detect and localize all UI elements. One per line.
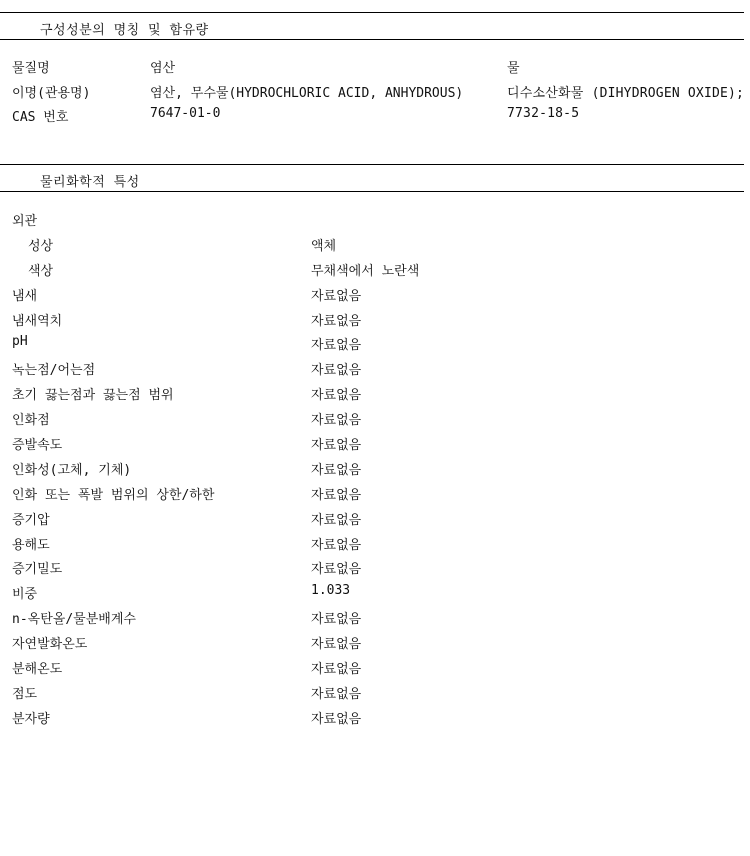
property-label: 초기 끓는점과 끓는점 범위: [12, 388, 174, 404]
composition-section-title: 구성성분의 명칭 및 함유량: [40, 23, 209, 38]
property-value: 자료없음: [311, 686, 362, 702]
properties-section-title: 물리화학적 특성: [40, 175, 140, 190]
composition-label: 이명(관용명): [12, 86, 91, 101]
section-title-underline: [0, 39, 744, 40]
property-label: 용해도: [12, 537, 50, 553]
property-label: 분해온도: [12, 662, 63, 678]
property-value: 1.033: [311, 583, 351, 599]
property-value: 자료없음: [311, 612, 362, 628]
section-top-rule: [0, 164, 744, 165]
property-value: 무채색에서 노란색: [311, 263, 420, 279]
property-label: 분자량: [12, 711, 50, 727]
composition-row-synonym: [0, 82, 750, 100]
property-row-boiling-point: [0, 384, 750, 409]
property-row-decomposition-temperature: [0, 658, 750, 683]
property-label: 인화성(고체, 기체): [12, 462, 132, 478]
composition-value-water: 7732-18-5: [507, 106, 580, 121]
property-value: 자료없음: [311, 662, 362, 678]
property-label: 외관: [12, 214, 38, 229]
property-label: 점도: [12, 686, 38, 702]
property-row-odor-threshold: [0, 310, 750, 335]
property-label: 성상: [28, 238, 54, 254]
property-row-vapor-pressure: [0, 509, 750, 534]
property-value: 자료없음: [311, 438, 362, 454]
property-value: 자료없음: [311, 512, 362, 528]
property-row-flammability: [0, 459, 750, 484]
property-value: 자료없음: [311, 388, 362, 404]
composition-value-water: 디수소산화물 (DIHYDROGEN OXIDE);: [507, 86, 745, 101]
property-value: 자료없음: [311, 711, 362, 727]
property-label: 인화 또는 폭발 범위의 상한/하한: [12, 487, 215, 503]
composition-value-hcl: 염산, 무수물(HYDROCHLORIC ACID, ANHYDROUS): [150, 86, 464, 101]
composition-value-hcl: 염산: [150, 61, 176, 76]
property-row-evaporation-rate: [0, 434, 750, 459]
property-row-partition-coefficient: [0, 608, 750, 633]
property-row-solubility: [0, 534, 750, 559]
property-value: 자료없음: [311, 537, 362, 553]
property-row-molecular-weight: [0, 708, 750, 733]
property-label: pH: [12, 334, 28, 350]
property-value: 자료없음: [311, 637, 362, 653]
property-value: 자료없음: [311, 313, 362, 329]
composition-label: 물질명: [12, 61, 50, 76]
property-label: 색상: [28, 263, 54, 279]
property-label: 녹는점/어는점: [12, 363, 96, 379]
property-value: 자료없음: [311, 363, 362, 379]
property-label: n-옥탄올/물분배계수: [12, 612, 136, 628]
composition-row-cas-number: [0, 106, 750, 124]
properties-list: [0, 210, 750, 733]
property-value: 자료없음: [311, 562, 362, 578]
property-row-flash-point: [0, 409, 750, 434]
property-row-vapor-density: [0, 558, 750, 583]
property-row-explosive-limits: [0, 484, 750, 509]
property-row-specific-gravity: [0, 583, 750, 608]
property-value: 자료없음: [311, 487, 362, 503]
property-label: 자연발화온도: [12, 637, 88, 653]
composition-row-substance-name: [0, 57, 750, 75]
property-row-color: [0, 260, 750, 285]
property-value: 자료없음: [311, 288, 362, 304]
property-row-odor: [0, 285, 750, 310]
property-value: 자료없음: [311, 338, 362, 354]
property-label: 증기밀도: [12, 562, 63, 578]
property-label: 비중: [12, 587, 38, 603]
property-label: 인화점: [12, 413, 50, 429]
property-row-form: [0, 235, 750, 260]
section-top-rule: [0, 12, 744, 13]
composition-value-hcl: 7647-01-0: [150, 106, 221, 121]
property-label: 냄새: [12, 288, 38, 304]
property-value: 자료없음: [311, 413, 362, 429]
property-value: 액체: [311, 238, 337, 254]
property-row-viscosity: [0, 683, 750, 708]
property-value: 자료없음: [311, 462, 362, 478]
property-label: 증발속도: [12, 438, 63, 454]
property-label: 냄새역치: [12, 313, 63, 329]
property-row-autoignition-temperature: [0, 633, 750, 658]
property-row-appearance: [0, 210, 750, 235]
composition-value-water: 물: [507, 61, 520, 76]
property-row-melting-point: [0, 359, 750, 384]
composition-label: CAS 번호: [12, 110, 69, 125]
property-label: 증기압: [12, 512, 50, 528]
property-row-ph: [0, 334, 750, 359]
section-title-underline: [0, 191, 744, 192]
